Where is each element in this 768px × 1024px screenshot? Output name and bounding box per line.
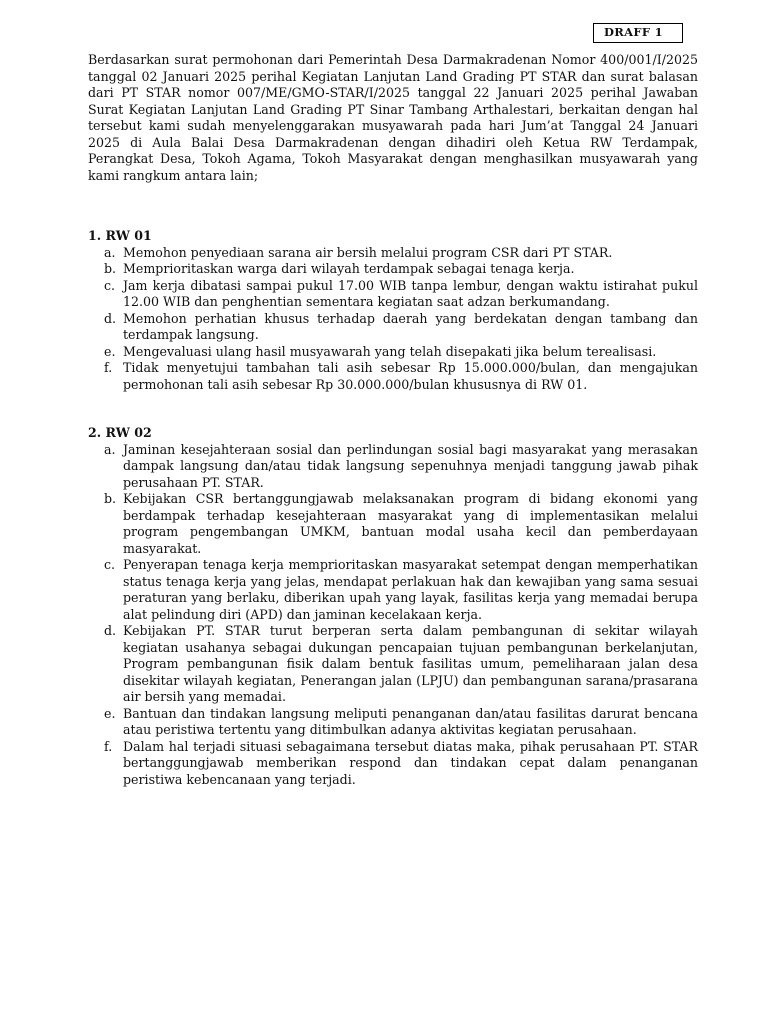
section-heading-rw01: 1. RW 01 (88, 228, 152, 243)
list-item (104, 491, 698, 557)
list-marker: c. (104, 557, 116, 572)
list-marker: f. (104, 360, 113, 375)
rw01-list (88, 245, 698, 394)
list-item (104, 277, 698, 311)
list-item-text: Dalam hal terjadi situasi sebagaimana tersebut diatas maka, pihak perusahaan PT. STAR bertanggungjawab memberikan respond dan tindakan cepat dalam penanganan peristiwa kebencanaan yang terjadi. (123, 738, 698, 787)
list-item (104, 261, 698, 278)
list-item (104, 310, 698, 344)
list-item (104, 623, 698, 706)
list-marker: a. (104, 441, 116, 457)
list-item-text: Kebijakan PT. STAR turut berperan serta dalam pembangunan di sekitar wilayah kegiatan usahanya sebagai dukungan pencapaian tujuan pembangunan berkelanjutan, Program pembangunan fisik dalam bentuk fasilitas umum, pemeliharaan jalan desa disekitar wilayah kegiatan, Penerangan jalan (LPJU) dan pembangunan sarana/prasarana air bersih yang memadai. (123, 623, 698, 704)
list-item (104, 738, 698, 789)
list-item-text: Jam kerja dibatasi sampai pukul 17.00 WIB tanpa lembur, dengan waktu istirahat pukul 12.00 WIB dan penghentian sementara kegiatan saat adzan berkumandang. (123, 277, 698, 309)
list-marker: a. (104, 244, 116, 260)
list-item-text: Memohon perhatian khusus terhadap daerah yang berdekatan dengan tambang dan terdampak langsung. (123, 310, 698, 342)
intro-paragraph: Berdasarkan surat permohonan dari Pemerintah Desa Darmakradenan Nomor 400/001/I/2025 tanggal 02 Januari 2025 perihal Kegiatan Lanjutan Land Grading PT STAR dan surat balasan dari PT STAR nomor 007/ME/GMO-STAR/I/2025 tanggal 22 Januari 2025 perihal Jawaban Surat Kegiatan Lanjutan Land Grading PT Sinar Tambang Arthalestari, berkaitan dengan hal tersebut kami sudah menyelenggarakan musyawarah pada hari Jum’at Tanggal 24 Januari 2025 di Aula Balai Desa Darmakradenan dengan dihadiri oleh Ketua RW Terdampak, Perangkat Desa, Tokoh Agama, Tokoh Masyarakat dengan menghasilkan musyawarah yang kami rangkum antara lain; (88, 52, 698, 183)
list-item-text: Kebijakan CSR bertanggungjawab melaksanakan program di bidang ekonomi yang berdampak terhadap kesejahteraan masyarakat yang di implementasikan melalui program pengembangan UMKM, bantuan modal usaha kecil dan pemberdayaan masyarakat. (123, 491, 698, 556)
list-item (104, 360, 698, 393)
list-item (104, 441, 698, 492)
list-item (104, 244, 698, 262)
list-item-text: Bantuan dan tindakan langsung meliputi penanganan dan/atau fasilitas darurat bencana atau peristiwa tertentu yang ditimbulkan adanya aktivitas kegiatan perusahaan. (123, 705, 698, 737)
list-marker: e. (104, 705, 116, 721)
list-item (104, 343, 698, 361)
list-item-text: Jaminan kesejahteraan sosial dan perlindungan sosial bagi masyarakat yang merasakan dampak langsung dan/atau tidak langsung sepenuhnya menjadi tanggung jawab pihak perusahaan PT. STAR. (123, 441, 698, 490)
list-item-text: Memohon penyediaan sarana air bersih melalui program CSR dari PT STAR. (123, 244, 613, 260)
list-item (104, 557, 698, 623)
list-marker: f. (104, 738, 113, 754)
list-marker: c. (104, 277, 116, 293)
list-item-text: Penyerapan tenaga kerja memprioritaskan masyarakat setempat dengan memperhatikan status tenaga kerja yang jelas, mendapat perlakuan hak dan kewajiban yang sama sesuai peraturan yang berlaku, diberikan upah yang layak, fasilitas kerja yang memadai berupa alat pelindung diri (APD) dan jaminan kecelakaan kerja. (123, 557, 698, 622)
document-body (88, 52, 698, 788)
list-item (104, 705, 698, 739)
list-marker: b. (104, 491, 117, 506)
list-item-text: Tidak menyetujui tambahan tali asih sebesar Rp 15.000.000/bulan, dan mengajukan permohonan tali asih sebesar Rp 30.000.000/bulan khususnya di RW 01. (123, 360, 698, 392)
section-heading-rw02: 2. RW 02 (88, 425, 152, 440)
list-marker: d. (104, 623, 117, 638)
list-marker: d. (104, 310, 117, 326)
list-marker: b. (104, 261, 117, 276)
draft-label: DRAFF 1 (593, 23, 683, 43)
list-item-text: Mengevaluasi ulang hasil musyawarah yang telah disepakati jika belum terealisasi. (123, 343, 657, 359)
list-item-text: Memprioritaskan warga dari wilayah terdampak sebagai tenaga kerja. (123, 261, 575, 276)
rw02-list (88, 442, 698, 789)
list-marker: e. (104, 343, 116, 359)
